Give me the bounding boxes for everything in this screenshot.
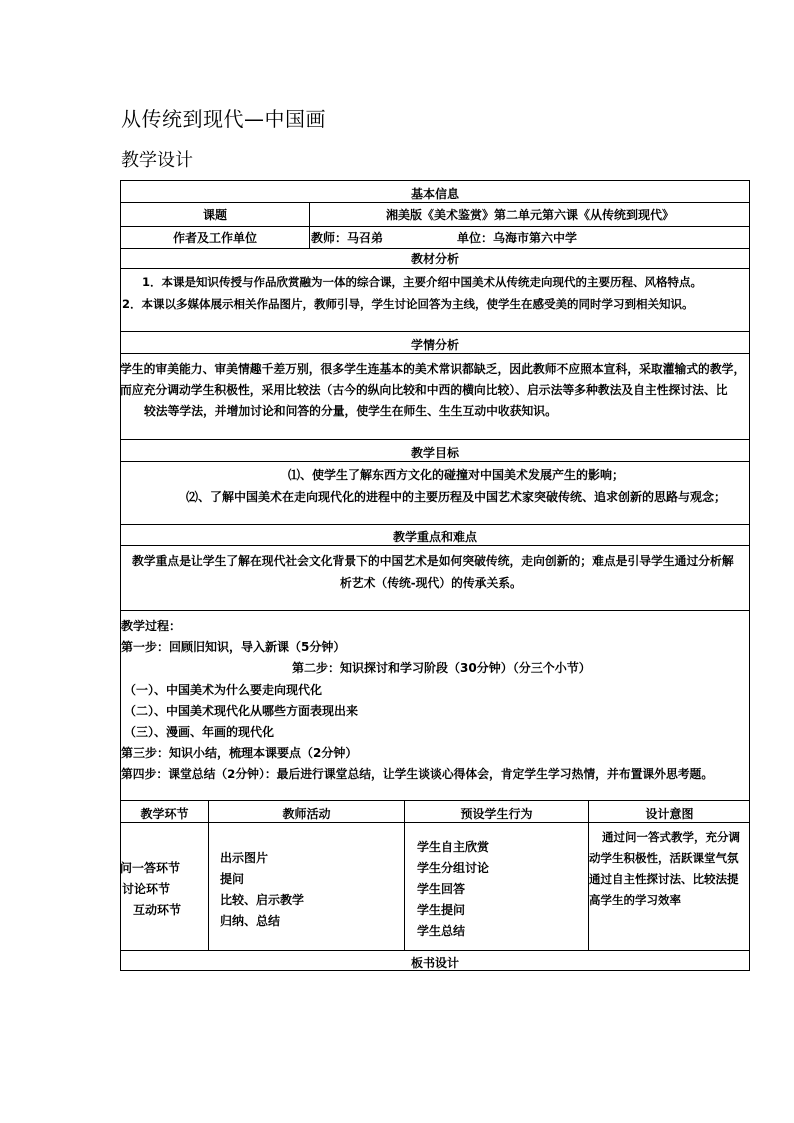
process-step-4: 第四步：课堂总结（2分钟）：最后进行课堂总结，让学生谈谈心得体会，肯定学生学习热情，并布置课外思考题。: [121, 767, 714, 781]
goal-1: ⑴、使学生了解东西方文化的碰撞对中国美术发展产生的影响；: [288, 468, 625, 482]
section-header-students: 学情分析: [410, 338, 459, 352]
teacher-activity: 出示图片: [220, 851, 269, 865]
design-intent-line: 通过问一答式教学，充分调: [602, 830, 740, 844]
phase-item: 互动环节: [133, 903, 182, 917]
process-sub-2: （二）、中国美术现代化从哪些方面表现出来: [124, 704, 359, 718]
goal-2: ⑵、了解中国美术在走向现代化的进程中的主要历程及中国艺术家突破传统、追求创新的思路与观念；: [186, 490, 727, 504]
students-line-1: 学生的审美能力、审美情趣千差万别，很多学生连基本的美术常识都缺乏，因此教师不应照本宣科，采取灌输式的教学，: [120, 362, 746, 376]
phase-item: 问一答环节: [120, 861, 181, 875]
rule: [120, 950, 750, 951]
student-behavior: 学生回答: [417, 882, 466, 896]
author-label: 作者及工作单位: [172, 231, 257, 245]
process-header: 教学过程：: [121, 619, 182, 633]
section-header-textbook: 教材分析: [410, 252, 459, 266]
rule: [120, 226, 750, 227]
process-step-3: 第三步：知识小结，梳理本课要点（2分钟）: [121, 746, 358, 760]
section-header-basic-info: 基本信息: [410, 187, 459, 201]
student-behavior: 学生提问: [417, 903, 466, 917]
topic-value: 湘美版《美术鉴赏》第二单元第六课《从传统到现代》: [385, 208, 674, 222]
teacher-activity: 提问: [220, 872, 245, 886]
process-sub-1: （一）、中国美术为什么要走向现代化: [124, 683, 323, 697]
students-line-3: 较法等学法，并增加讨论和问答的分量，使学生在师生、生生互动中收获知识。: [144, 404, 557, 418]
process-sub-3: （三）、漫画、年画的现代化: [124, 725, 275, 739]
section-header-goals: 教学目标: [410, 446, 459, 460]
col-header-intent: 设计意图: [645, 807, 694, 821]
document-subtitle: 教学设计: [121, 150, 193, 171]
student-behavior: 学生自主欣赏: [417, 840, 490, 854]
col-header-teacher: 教师活动: [282, 807, 331, 821]
section-header-board: 板书设计: [410, 956, 459, 970]
rule: [120, 524, 750, 525]
process-step-1: 第一步：回顾旧知识，导入新课（5分钟）: [121, 640, 346, 654]
rule: [120, 800, 750, 801]
student-behavior: 学生分组讨论: [417, 861, 490, 875]
rule: [120, 439, 750, 440]
document-title: 从传统到现代—中国画: [121, 107, 326, 131]
col-header-phase: 教学环节: [140, 807, 189, 821]
teacher-activity: 比较、启示教学: [220, 893, 305, 907]
textbook-line-2: 2．本课以多媒体展示相关作品图片，教师引导，学生讨论回答为主线，使学生在感受美的同时学习到相关知识。: [122, 297, 694, 311]
school-unit: 单位：乌海市第六中学: [457, 231, 578, 245]
keypoints-line-1: 教学重点是让学生了解在现代社会文化背景下的中国艺术是如何突破传统，走向创新的；难点是引导学生通过分析解: [132, 554, 734, 568]
rule: [120, 248, 750, 249]
design-intent-line: 通过自主性探讨法、比较法提: [589, 872, 739, 886]
process-step-2: 第二步：知识探讨和学习阶段（30分钟）（分三个小节）: [292, 661, 591, 675]
students-line-2: 而应充分调动学生积极性，采用比较法（古今的纵向比较和中西的横向比较）、启示法等多种教法及自主性探讨法、比: [120, 383, 728, 397]
phase-item: 讨论环节: [122, 882, 171, 896]
rule: [120, 610, 750, 611]
teacher-activity: 归纳、总结: [220, 914, 281, 928]
teacher-name: 教师：马召弟: [311, 231, 384, 245]
design-intent-line: 动学生积极性，活跃课堂气氛: [589, 851, 739, 865]
topic-label: 课题: [202, 208, 227, 222]
student-behavior: 学生总结: [417, 924, 466, 938]
keypoints-line-2: 析艺术（传统-现代）的传承关系。: [340, 576, 522, 590]
col-header-student: 预设学生行为: [460, 807, 533, 821]
section-header-keypoints: 教学重点和难点: [392, 530, 477, 544]
design-intent-line: 高学生的学习效率: [589, 893, 681, 907]
textbook-line-1: 1．本课是知识传授与作品欣赏融为一体的综合课，主要介绍中国美术从传统走向现代的主要历程、风格特点。: [142, 275, 702, 289]
rule: [120, 331, 750, 332]
rule: [120, 268, 750, 269]
